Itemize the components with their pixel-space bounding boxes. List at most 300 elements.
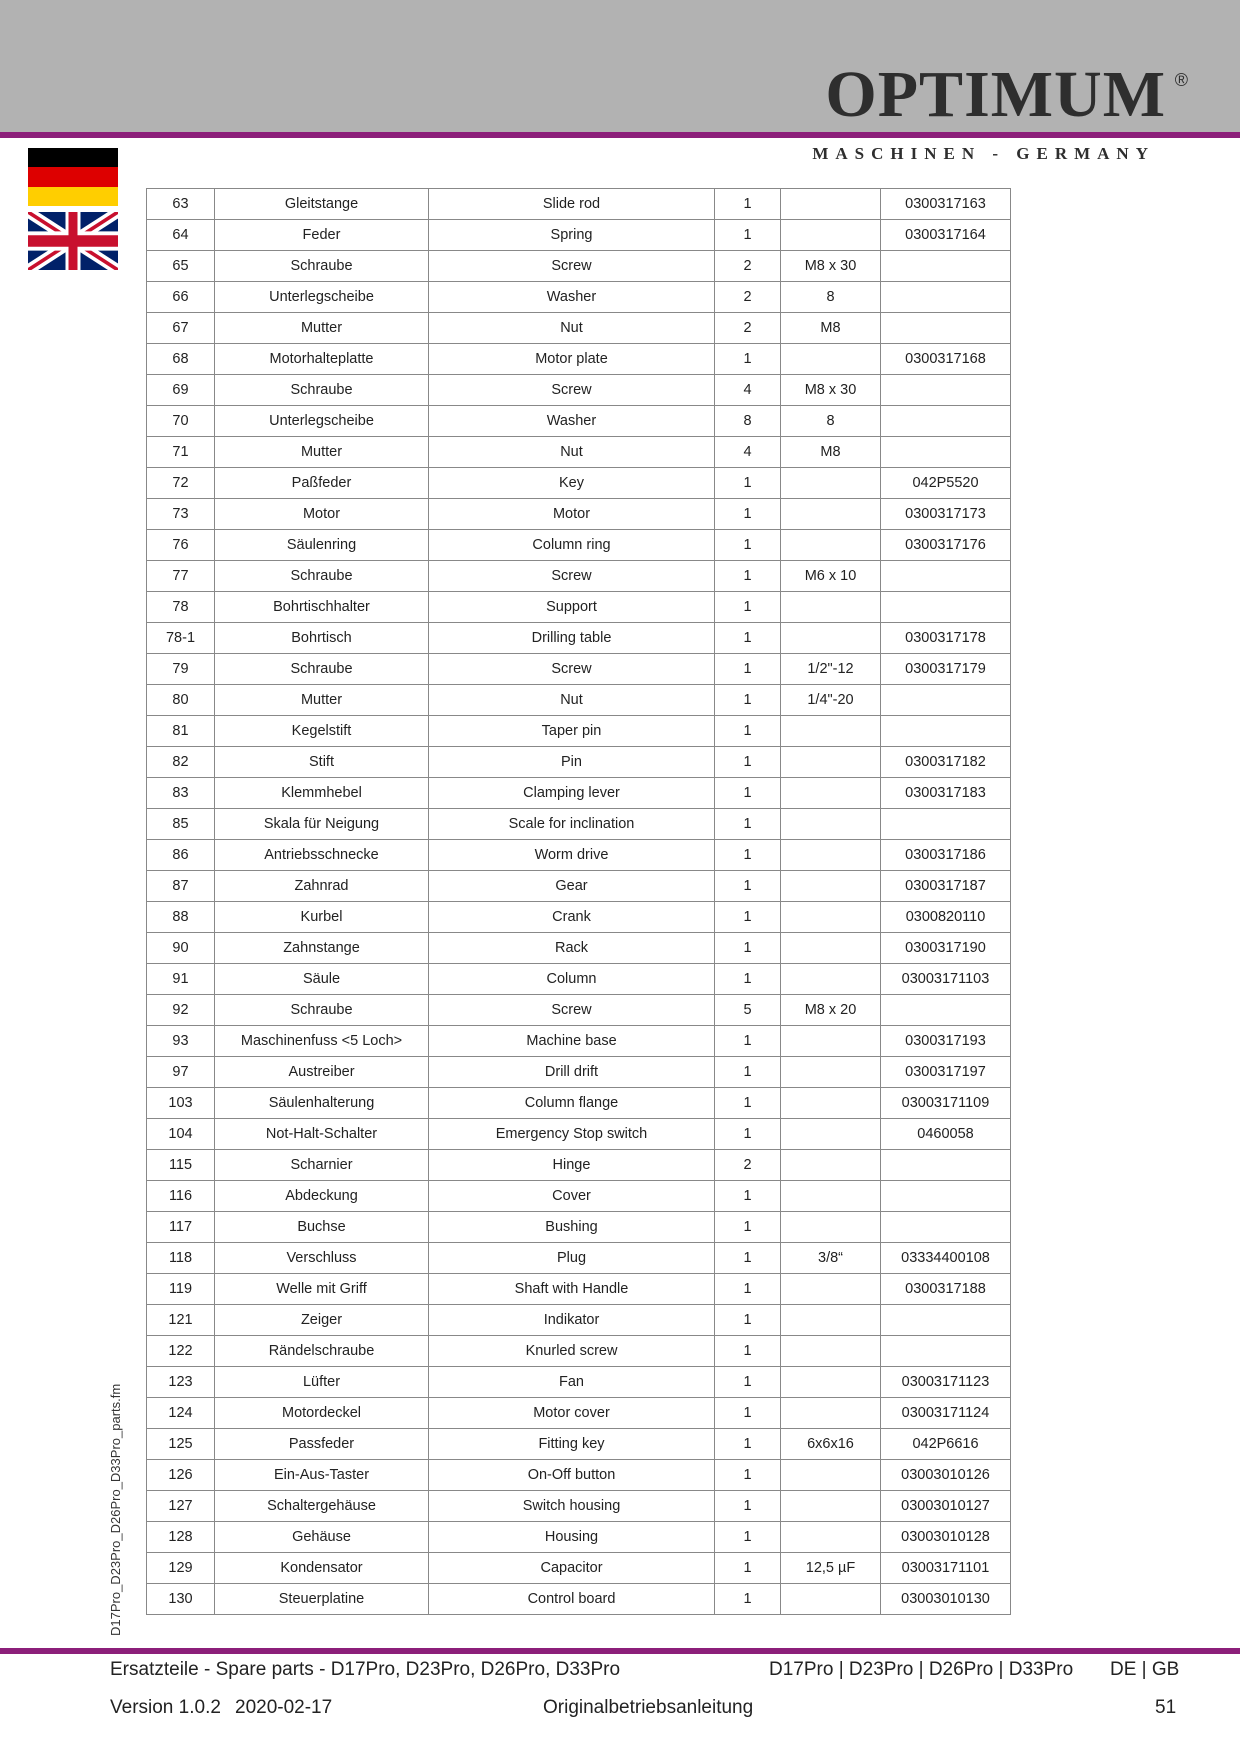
table-row xyxy=(147,375,1011,406)
cell-name-en: Fitting key xyxy=(429,1429,715,1460)
cell-name-en: Machine base xyxy=(429,1026,715,1057)
cell-item-no: 0300317188 xyxy=(881,1274,1011,1305)
cell-pos: 63 xyxy=(147,189,215,220)
cell-name-de: Mutter xyxy=(215,313,429,344)
cell-item-no: 0300317197 xyxy=(881,1057,1011,1088)
cell-pos: 97 xyxy=(147,1057,215,1088)
cell-item-no: 03003171109 xyxy=(881,1088,1011,1119)
cell-name-en: Washer xyxy=(429,406,715,437)
cell-pos: 124 xyxy=(147,1398,215,1429)
table-row xyxy=(147,1491,1011,1522)
cell-item-no: 0300317183 xyxy=(881,778,1011,809)
cell-size xyxy=(781,1274,881,1305)
footer-doc-type: Originalbetriebsanleitung xyxy=(543,1697,754,1718)
cell-size xyxy=(781,1150,881,1181)
cell-qty: 4 xyxy=(715,375,781,406)
cell-qty: 1 xyxy=(715,1243,781,1274)
cell-pos: 90 xyxy=(147,933,215,964)
cell-pos: 104 xyxy=(147,1119,215,1150)
cell-pos: 88 xyxy=(147,902,215,933)
cell-name-de: Unterlegscheibe xyxy=(215,282,429,313)
cell-item-no: 0300317164 xyxy=(881,220,1011,251)
cell-size xyxy=(781,933,881,964)
cell-pos: 121 xyxy=(147,1305,215,1336)
table-row xyxy=(147,592,1011,623)
cell-size: M8 x 30 xyxy=(781,375,881,406)
cell-name-de: Buchse xyxy=(215,1212,429,1243)
cell-name-de: Schaltergehäuse xyxy=(215,1491,429,1522)
table-row xyxy=(147,437,1011,468)
cell-item-no xyxy=(881,995,1011,1026)
cell-name-de: Welle mit Griff xyxy=(215,1274,429,1305)
brand-logo: OPTIMUM xyxy=(825,58,1166,131)
cell-qty: 1 xyxy=(715,561,781,592)
cell-pos: 92 xyxy=(147,995,215,1026)
cell-name-en: Washer xyxy=(429,282,715,313)
cell-item-no: 0460058 xyxy=(881,1119,1011,1150)
cell-name-de: Scharnier xyxy=(215,1150,429,1181)
cell-item-no: 03334400108 xyxy=(881,1243,1011,1274)
cell-item-no xyxy=(881,313,1011,344)
footer-page-number: 51 xyxy=(1155,1697,1177,1718)
cell-qty: 1 xyxy=(715,778,781,809)
cell-name-en: Screw xyxy=(429,561,715,592)
cell-size: 6x6x16 xyxy=(781,1429,881,1460)
cell-pos: 83 xyxy=(147,778,215,809)
cell-name-en: Switch housing xyxy=(429,1491,715,1522)
cell-qty: 1 xyxy=(715,220,781,251)
source-file-label: D17Pro_D23Pro_D26Pro_D33Pro_parts.fm xyxy=(108,1383,123,1636)
cell-pos: 64 xyxy=(147,220,215,251)
cell-name-de: Kegelstift xyxy=(215,716,429,747)
cell-name-en: Screw xyxy=(429,251,715,282)
cell-name-en: Knurled screw xyxy=(429,1336,715,1367)
cell-name-en: Key xyxy=(429,468,715,499)
cell-name-de: Mutter xyxy=(215,437,429,468)
table-row xyxy=(147,499,1011,530)
cell-name-en: Shaft with Handle xyxy=(429,1274,715,1305)
table-row xyxy=(147,933,1011,964)
table-row xyxy=(147,1243,1011,1274)
cell-size xyxy=(781,499,881,530)
cell-name-de: Säulenhalterung xyxy=(215,1088,429,1119)
cell-qty: 1 xyxy=(715,1088,781,1119)
cell-size: 8 xyxy=(781,406,881,437)
table-row xyxy=(147,313,1011,344)
cell-name-de: Motordeckel xyxy=(215,1398,429,1429)
cell-name-de: Zahnrad xyxy=(215,871,429,902)
table-row xyxy=(147,1398,1011,1429)
table-row xyxy=(147,1429,1011,1460)
cell-name-en: Housing xyxy=(429,1522,715,1553)
cell-size: M8 xyxy=(781,437,881,468)
cell-item-no xyxy=(881,251,1011,282)
table-row xyxy=(147,1367,1011,1398)
cell-name-de: Zeiger xyxy=(215,1305,429,1336)
cell-size xyxy=(781,716,881,747)
cell-qty: 1 xyxy=(715,1491,781,1522)
cell-item-no xyxy=(881,437,1011,468)
table-row xyxy=(147,1150,1011,1181)
cell-item-no: 03003010127 xyxy=(881,1491,1011,1522)
cell-item-no: 0300317173 xyxy=(881,499,1011,530)
cell-qty: 1 xyxy=(715,1429,781,1460)
cell-name-de: Schraube xyxy=(215,654,429,685)
cell-item-no: 03003010126 xyxy=(881,1460,1011,1491)
cell-name-de: Rändelschraube xyxy=(215,1336,429,1367)
cell-name-de: Bohrtischhalter xyxy=(215,592,429,623)
cell-qty: 1 xyxy=(715,1057,781,1088)
cell-name-en: Gear xyxy=(429,871,715,902)
cell-qty: 1 xyxy=(715,1026,781,1057)
cell-name-de: Not-Halt-Schalter xyxy=(215,1119,429,1150)
cell-item-no: 0300317187 xyxy=(881,871,1011,902)
cell-item-no: 03003010130 xyxy=(881,1584,1011,1615)
cell-name-en: Slide rod xyxy=(429,189,715,220)
cell-pos: 76 xyxy=(147,530,215,561)
cell-pos: 123 xyxy=(147,1367,215,1398)
cell-pos: 122 xyxy=(147,1336,215,1367)
cell-size xyxy=(781,1367,881,1398)
cell-size xyxy=(781,1057,881,1088)
cell-qty: 1 xyxy=(715,1367,781,1398)
header-divider xyxy=(0,132,1240,138)
cell-pos: 119 xyxy=(147,1274,215,1305)
parts-table xyxy=(146,188,1011,1615)
cell-qty: 1 xyxy=(715,1274,781,1305)
cell-name-de: Schraube xyxy=(215,995,429,1026)
cell-qty: 1 xyxy=(715,840,781,871)
cell-name-de: Maschinenfuss <5 Loch> xyxy=(215,1026,429,1057)
table-row xyxy=(147,561,1011,592)
registered-mark: ® xyxy=(1174,70,1188,90)
cell-qty: 1 xyxy=(715,685,781,716)
cell-item-no: 0300317176 xyxy=(881,530,1011,561)
table-row xyxy=(147,1274,1011,1305)
cell-size xyxy=(781,809,881,840)
cell-size: 1/4"-20 xyxy=(781,685,881,716)
cell-pos: 73 xyxy=(147,499,215,530)
cell-name-de: Paßfeder xyxy=(215,468,429,499)
cell-name-en: Motor cover xyxy=(429,1398,715,1429)
cell-size xyxy=(781,592,881,623)
cell-size xyxy=(781,1336,881,1367)
cell-pos: 71 xyxy=(147,437,215,468)
cell-qty: 1 xyxy=(715,1305,781,1336)
cell-item-no xyxy=(881,406,1011,437)
table-row xyxy=(147,964,1011,995)
table-row xyxy=(147,406,1011,437)
cell-name-en: Nut xyxy=(429,437,715,468)
cell-pos: 66 xyxy=(147,282,215,313)
cell-size xyxy=(781,1398,881,1429)
cell-item-no xyxy=(881,1212,1011,1243)
cell-qty: 1 xyxy=(715,623,781,654)
cell-name-en: Cover xyxy=(429,1181,715,1212)
table-row xyxy=(147,902,1011,933)
table-row xyxy=(147,530,1011,561)
cell-name-de: Ein-Aus-Taster xyxy=(215,1460,429,1491)
cell-size xyxy=(781,1305,881,1336)
table-row xyxy=(147,1336,1011,1367)
cell-name-en: Screw xyxy=(429,654,715,685)
cell-pos: 69 xyxy=(147,375,215,406)
cell-name-de: Unterlegscheibe xyxy=(215,406,429,437)
cell-pos: 79 xyxy=(147,654,215,685)
cell-qty: 1 xyxy=(715,1212,781,1243)
cell-name-en: Rack xyxy=(429,933,715,964)
cell-name-en: Fan xyxy=(429,1367,715,1398)
cell-pos: 118 xyxy=(147,1243,215,1274)
cell-qty: 8 xyxy=(715,406,781,437)
table-row xyxy=(147,716,1011,747)
cell-size xyxy=(781,220,881,251)
table-row xyxy=(147,1088,1011,1119)
cell-name-en: Taper pin xyxy=(429,716,715,747)
cell-name-en: Plug xyxy=(429,1243,715,1274)
table-row xyxy=(147,654,1011,685)
cell-qty: 1 xyxy=(715,1584,781,1615)
cell-size xyxy=(781,1026,881,1057)
cell-name-en: Scale for inclination xyxy=(429,809,715,840)
footer-divider xyxy=(0,1648,1240,1654)
cell-qty: 1 xyxy=(715,468,781,499)
cell-name-de: Zahnstange xyxy=(215,933,429,964)
table-row xyxy=(147,778,1011,809)
cell-name-de: Motorhalteplatte xyxy=(215,344,429,375)
brand-subtitle: MASCHINEN - GERMANY xyxy=(812,144,1155,163)
cell-pos: 80 xyxy=(147,685,215,716)
table-row xyxy=(147,1584,1011,1615)
cell-pos: 68 xyxy=(147,344,215,375)
cell-name-en: Hinge xyxy=(429,1150,715,1181)
cell-qty: 1 xyxy=(715,1398,781,1429)
table-row xyxy=(147,189,1011,220)
cell-qty: 1 xyxy=(715,933,781,964)
cell-pos: 78-1 xyxy=(147,623,215,654)
cell-item-no xyxy=(881,1150,1011,1181)
cell-item-no: 0300317178 xyxy=(881,623,1011,654)
cell-qty: 1 xyxy=(715,716,781,747)
cell-name-en: Drilling table xyxy=(429,623,715,654)
cell-size xyxy=(781,840,881,871)
cell-name-en: Worm drive xyxy=(429,840,715,871)
cell-size xyxy=(781,1522,881,1553)
cell-size xyxy=(781,189,881,220)
cell-pos: 78 xyxy=(147,592,215,623)
cell-pos: 128 xyxy=(147,1522,215,1553)
cell-name-de: Säulenring xyxy=(215,530,429,561)
cell-name-de: Motor xyxy=(215,499,429,530)
cell-item-no xyxy=(881,592,1011,623)
cell-item-no xyxy=(881,1305,1011,1336)
cell-pos: 93 xyxy=(147,1026,215,1057)
cell-qty: 1 xyxy=(715,1181,781,1212)
table-row xyxy=(147,1181,1011,1212)
cell-size: M8 x 30 xyxy=(781,251,881,282)
cell-item-no xyxy=(881,282,1011,313)
cell-qty: 2 xyxy=(715,251,781,282)
cell-size: M8 x 20 xyxy=(781,995,881,1026)
cell-item-no: 0300317179 xyxy=(881,654,1011,685)
cell-qty: 1 xyxy=(715,499,781,530)
cell-name-en: Bushing xyxy=(429,1212,715,1243)
cell-item-no xyxy=(881,375,1011,406)
cell-name-de: Bohrtisch xyxy=(215,623,429,654)
cell-name-de: Abdeckung xyxy=(215,1181,429,1212)
table-row xyxy=(147,344,1011,375)
cell-pos: 130 xyxy=(147,1584,215,1615)
table-row xyxy=(147,685,1011,716)
cell-pos: 117 xyxy=(147,1212,215,1243)
cell-item-no: 0300820110 xyxy=(881,902,1011,933)
cell-size xyxy=(781,530,881,561)
footer-version: Version 1.0.2 xyxy=(110,1697,221,1718)
table-row xyxy=(147,840,1011,871)
cell-qty: 1 xyxy=(715,530,781,561)
cell-name-de: Feder xyxy=(215,220,429,251)
cell-pos: 91 xyxy=(147,964,215,995)
cell-size xyxy=(781,1212,881,1243)
cell-qty: 1 xyxy=(715,189,781,220)
cell-pos: 116 xyxy=(147,1181,215,1212)
cell-item-no: 03003171103 xyxy=(881,964,1011,995)
cell-item-no xyxy=(881,809,1011,840)
cell-size xyxy=(781,1460,881,1491)
cell-size: 12,5 µF xyxy=(781,1553,881,1584)
cell-pos: 81 xyxy=(147,716,215,747)
cell-name-en: On-Off button xyxy=(429,1460,715,1491)
table-row xyxy=(147,1522,1011,1553)
cell-name-de: Verschluss xyxy=(215,1243,429,1274)
cell-size xyxy=(781,1088,881,1119)
cell-item-no: 0300317182 xyxy=(881,747,1011,778)
cell-name-en: Support xyxy=(429,592,715,623)
cell-item-no: 042P5520 xyxy=(881,468,1011,499)
cell-name-de: Skala für Neigung xyxy=(215,809,429,840)
table-row xyxy=(147,995,1011,1026)
cell-size xyxy=(781,623,881,654)
cell-size xyxy=(781,964,881,995)
cell-size xyxy=(781,902,881,933)
cell-size: 3/8“ xyxy=(781,1243,881,1274)
cell-name-en: Screw xyxy=(429,995,715,1026)
table-row xyxy=(147,747,1011,778)
footer-languages: DE | GB xyxy=(1110,1659,1180,1680)
cell-qty: 1 xyxy=(715,964,781,995)
cell-item-no: 0300317190 xyxy=(881,933,1011,964)
cell-name-en: Spring xyxy=(429,220,715,251)
cell-name-en: Column flange xyxy=(429,1088,715,1119)
cell-size xyxy=(781,871,881,902)
cell-pos: 70 xyxy=(147,406,215,437)
cell-name-de: Lüfter xyxy=(215,1367,429,1398)
cell-item-no xyxy=(881,685,1011,716)
cell-name-en: Drill drift xyxy=(429,1057,715,1088)
cell-pos: 125 xyxy=(147,1429,215,1460)
table-row xyxy=(147,1057,1011,1088)
cell-name-en: Crank xyxy=(429,902,715,933)
cell-item-no: 042P6616 xyxy=(881,1429,1011,1460)
cell-pos: 77 xyxy=(147,561,215,592)
cell-qty: 5 xyxy=(715,995,781,1026)
cell-qty: 1 xyxy=(715,592,781,623)
footer-title: Ersatzteile - Spare parts - D17Pro, D23Pro, D26Pro, D33Pro xyxy=(110,1659,621,1680)
table-row xyxy=(147,282,1011,313)
cell-size xyxy=(781,747,881,778)
cell-size: M8 xyxy=(781,313,881,344)
cell-size xyxy=(781,1181,881,1212)
cell-name-de: Gleitstange xyxy=(215,189,429,220)
cell-item-no xyxy=(881,716,1011,747)
cell-pos: 85 xyxy=(147,809,215,840)
cell-qty: 1 xyxy=(715,747,781,778)
cell-name-de: Stift xyxy=(215,747,429,778)
cell-item-no xyxy=(881,1181,1011,1212)
cell-size: 1/2"-12 xyxy=(781,654,881,685)
cell-size xyxy=(781,468,881,499)
cell-name-en: Capacitor xyxy=(429,1553,715,1584)
cell-item-no xyxy=(881,561,1011,592)
cell-qty: 2 xyxy=(715,282,781,313)
cell-name-en: Emergency Stop switch xyxy=(429,1119,715,1150)
cell-size xyxy=(781,344,881,375)
cell-pos: 115 xyxy=(147,1150,215,1181)
cell-name-en: Indikator xyxy=(429,1305,715,1336)
table-row xyxy=(147,809,1011,840)
table-row xyxy=(147,1119,1011,1150)
cell-qty: 4 xyxy=(715,437,781,468)
cell-name-de: Klemmhebel xyxy=(215,778,429,809)
table-row xyxy=(147,1305,1011,1336)
cell-name-de: Schraube xyxy=(215,251,429,282)
cell-item-no: 03003171124 xyxy=(881,1398,1011,1429)
cell-item-no: 0300317163 xyxy=(881,189,1011,220)
table-row xyxy=(147,1026,1011,1057)
cell-size: M6 x 10 xyxy=(781,561,881,592)
cell-size xyxy=(781,1491,881,1522)
cell-name-en: Clamping lever xyxy=(429,778,715,809)
table-row xyxy=(147,1212,1011,1243)
cell-name-de: Kondensator xyxy=(215,1553,429,1584)
cell-pos: 82 xyxy=(147,747,215,778)
uk-flag-icon xyxy=(28,212,118,270)
cell-qty: 1 xyxy=(715,809,781,840)
footer-date: 2020-02-17 xyxy=(235,1697,333,1718)
cell-qty: 1 xyxy=(715,902,781,933)
cell-size xyxy=(781,778,881,809)
cell-qty: 1 xyxy=(715,1553,781,1584)
cell-name-en: Screw xyxy=(429,375,715,406)
cell-qty: 1 xyxy=(715,1119,781,1150)
footer-models: D17Pro | D23Pro | D26Pro | D33Pro xyxy=(769,1659,1074,1680)
cell-size: 8 xyxy=(781,282,881,313)
cell-pos: 72 xyxy=(147,468,215,499)
cell-name-en: Column ring xyxy=(429,530,715,561)
cell-name-de: Steuerplatine xyxy=(215,1584,429,1615)
table-row xyxy=(147,623,1011,654)
cell-pos: 86 xyxy=(147,840,215,871)
cell-name-de: Mutter xyxy=(215,685,429,716)
cell-item-no: 03003010128 xyxy=(881,1522,1011,1553)
cell-qty: 1 xyxy=(715,871,781,902)
table-row xyxy=(147,871,1011,902)
cell-item-no xyxy=(881,1336,1011,1367)
cell-size xyxy=(781,1584,881,1615)
cell-name-de: Antriebsschnecke xyxy=(215,840,429,871)
cell-pos: 126 xyxy=(147,1460,215,1491)
cell-name-de: Passfeder xyxy=(215,1429,429,1460)
